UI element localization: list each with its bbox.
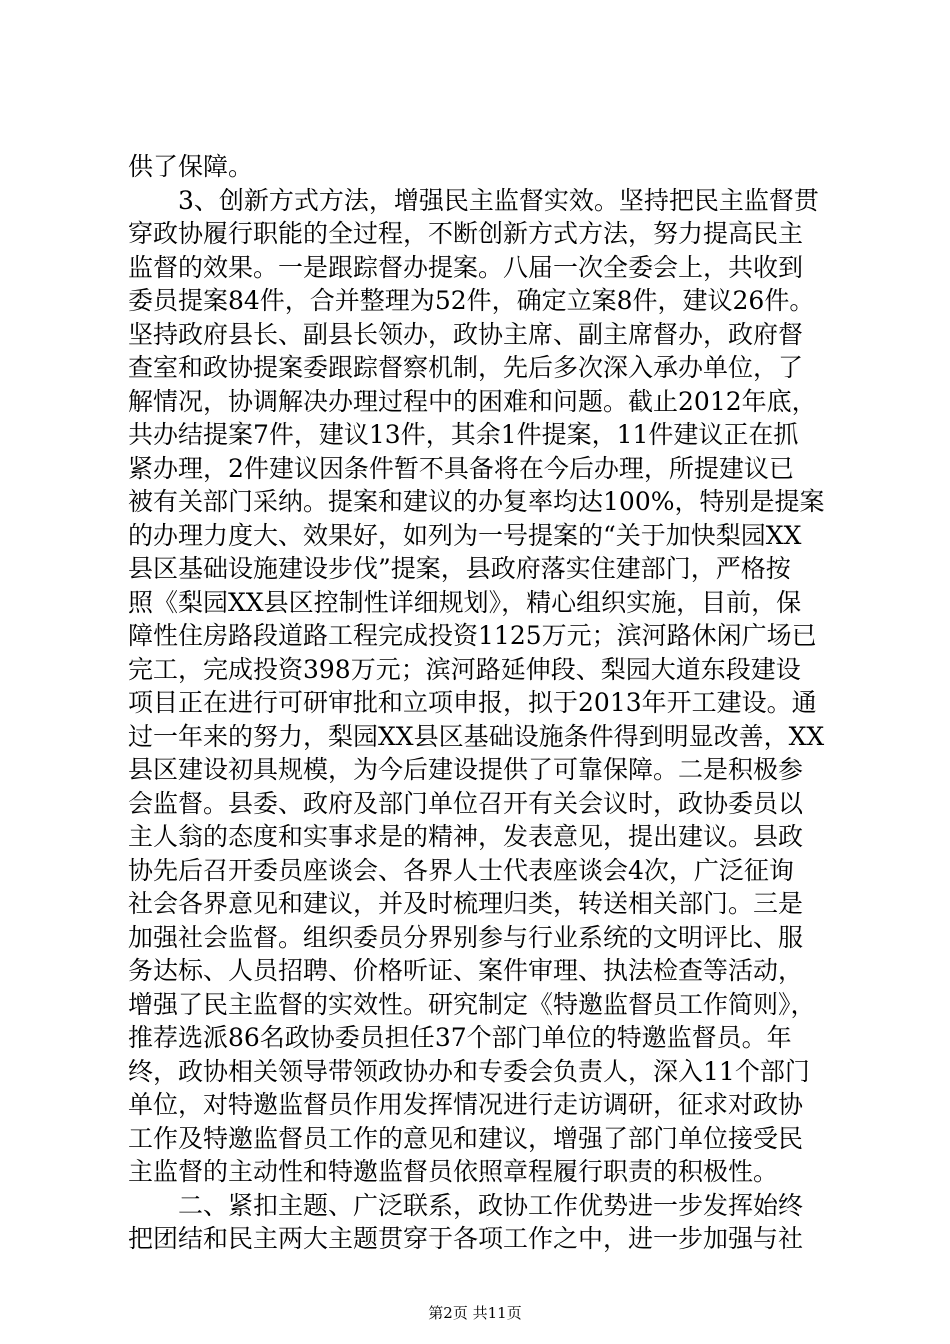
text-line: 增强了民主监督的实效性。研究制定《特邀监督员工作简则》， — [128, 989, 816, 1019]
text-line: 委员提案84件，合并整理为52件，确定立案8件，建议26件。 — [128, 286, 815, 315]
text-line: 共办结提案7件，建议13件，其余1件提案，11件建议正在抓 — [128, 420, 799, 449]
text-line: 障性住房路段道路工程完成投资1125万元；滨河路休闲广场已 — [128, 621, 817, 650]
text-line: 项目正在进行可研审批和立项申报，拟于2013年开工建设。通 — [128, 688, 817, 717]
text-line: 照《梨园XX县区控制性详细规划》，精心组织实施，目前，保 — [128, 587, 802, 617]
text-line: 会监督。县委、政府及部门单位召开有关会议时，政协委员以 — [128, 788, 804, 818]
text-line: 主人翁的态度和实事求是的精神，发表意见，提出建议。县政 — [128, 822, 804, 851]
text-line: 解情况，协调解决办理过程中的困难和问题。截止2012年底， — [128, 386, 817, 416]
body-text — [128, 150, 840, 1256]
text-line: 把团结和民主两大主题贯穿于各项工作之中，进一步加强与社 — [128, 1224, 804, 1253]
text-line: 的办理力度大、效果好，如列为一号提案的“关于加快梨园XX — [128, 520, 802, 550]
text-line: 工作及特邀监督员工作的意见和建议，增强了部门单位接受民 — [128, 1123, 804, 1153]
text-line: 过一年来的努力，梨园XX县区基础设施条件得到明显改善，XX — [128, 721, 825, 751]
text-line: 被有关部门采纳。提案和建议的办复率均达100%，特别是提案 — [128, 487, 825, 516]
text-line: 紧办理，2件建议因条件暂不具备将在今后办理，所提建议已 — [128, 453, 794, 483]
text-line: 供了保障。 — [128, 152, 254, 181]
text-line: 穿政协履行职能的全过程，不断创新方式方法，努力提高民主 — [128, 219, 804, 248]
text-line: 完工，完成投资398万元；滨河路延伸段、梨园大道东段建设 — [128, 654, 801, 684]
text-line: 协先后召开委员座谈会、各界人士代表座谈会4次，广泛征询 — [128, 855, 794, 885]
text-line: 加强社会监督。组织委员分界别参与行业系统的文明评比、服 — [128, 922, 804, 952]
text-line: 县区建设初具规模，为今后建设提供了可靠保障。二是积极参 — [128, 755, 804, 784]
text-line: 县区基础设施建设步伐”提案，县政府落实住建部门，严格按 — [128, 554, 791, 583]
text-line: 主监督的主动性和特邀监督员依照章程履行职责的积极性。 — [128, 1157, 779, 1186]
text-line: 社会各界意见和建议，并及时梳理归类，转送相关部门。三是 — [128, 889, 804, 918]
page-footer: 第2页 共11页 — [428, 1304, 522, 1322]
text-line: 二、紧扣主题、广泛联系，政协工作优势进一步发挥始终 — [128, 1190, 804, 1220]
text-line: 务达标、人员招聘、价格听证、案件审理、执法检查等活动， — [128, 956, 804, 985]
text-line: 查室和政协提案委跟踪督察机制，先后多次深入承办单位，了 — [128, 353, 804, 382]
text-line: 推荐选派86名政协委员担任37个部门单位的特邀监督员。年 — [128, 1023, 792, 1052]
text-line: 3、创新方式方法，增强民主监督实效。坚持把民主监督贯 — [128, 185, 819, 215]
text-line: 终，政协相关领导带领政协办和专委会负责人，深入11个部门 — [128, 1056, 810, 1086]
text-line: 监督的效果。一是跟踪督办提案。八届一次全委会上，共收到 — [128, 252, 804, 282]
text-line: 单位，对特邀监督员作用发挥情况进行走访调研，征求对政协 — [128, 1090, 804, 1119]
text-line: 坚持政府县长、副县长领办，政协主席、副主席督办，政府督 — [128, 319, 804, 349]
